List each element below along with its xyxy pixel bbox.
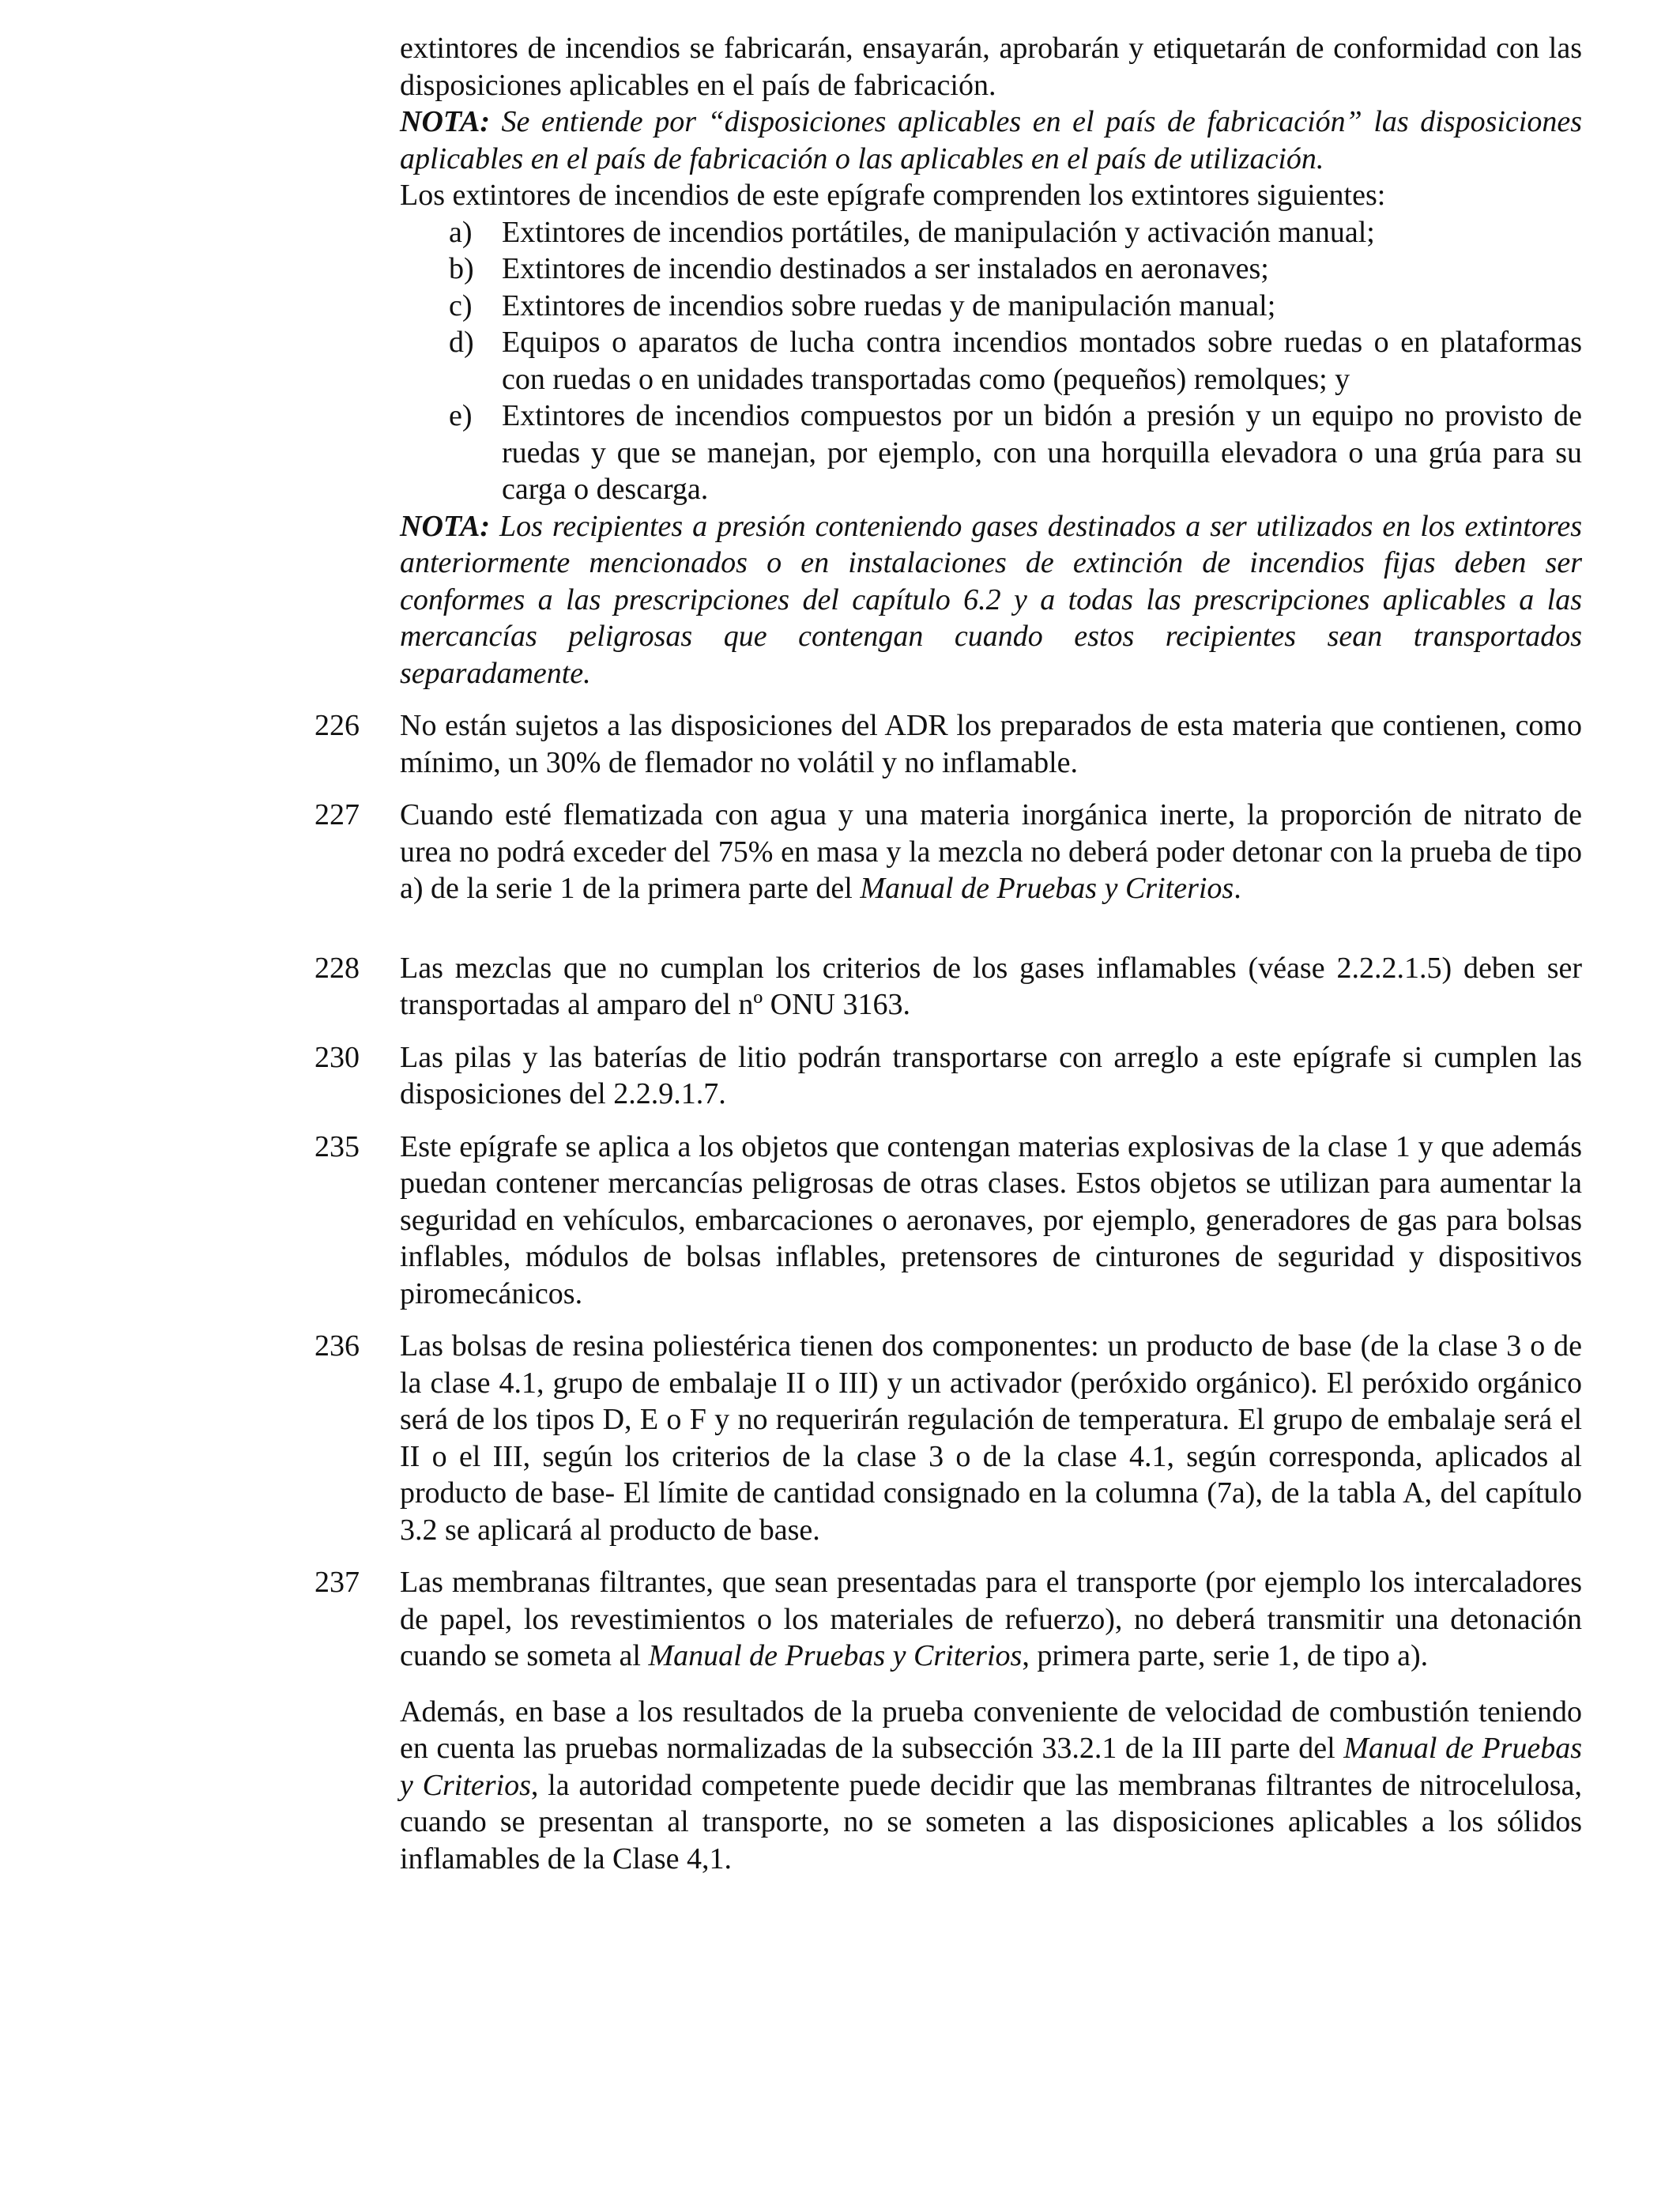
nota-1-text: Se entiende por “disposiciones aplicables en el país de fabricación” las disposiciones aplicables en el país de fabricación o las aplicables en el país de utilización. — [400, 105, 1582, 175]
nota-2 — [400, 508, 1582, 692]
provision-227 — [315, 797, 1582, 907]
provision-text: Este epígrafe se aplica a los objetos que contengan materias explosivas de la clase 1 y que además puedan contener mercancías peligrosas de otras clases. Estos objetos se utilizan para aumentar la seguridad en vehículos, embarcaciones o aeronaves, por ejemplo, generadores de gas para bolsas inflables, módulos de bolsas inflables, pretensores de cinturones de seguridad y dispositivos piromecánicos. — [400, 1129, 1582, 1310]
list-item-text: Extintores de incendios sobre ruedas y de manipulación manual; — [502, 288, 1276, 322]
intro-paragraph: extintores de incendios se fabricarán, ensayarán, aprobarán y etiquetarán de conformidad con las disposiciones aplicables en el país de fabricación. — [400, 32, 1582, 102]
list-item-text: Extintores de incendios compuestos por un bidón a presión y un equipo no provisto de ruedas y que se manejan, por ejemplo, con una horquilla elevadora o una grúa para su carga o descarga. — [502, 399, 1582, 506]
provision-number: 227 — [315, 798, 360, 831]
provision-text — [400, 1564, 1582, 1675]
provision-text: No están sujetos a las disposiciones del ADR los preparados de esta materia que contienen, como mínimo, un 30% de flemador no volátil y no inflamable. — [400, 709, 1582, 779]
provision-228 — [315, 950, 1582, 1023]
provision-text-part: Además, en base a los resultados de la prueba conveniente de velocidad de combustión teniendo en cuenta las pruebas normalizadas de la subsección 33.2.1 de la III parte del — [400, 1695, 1582, 1765]
manual-title: Manual de Pruebas y Criterios — [860, 872, 1234, 905]
list-item-letter: a) — [449, 215, 473, 249]
list-item-text: Extintores de incendios portátiles, de manipulación y activación manual; — [502, 215, 1375, 249]
list-item — [400, 251, 1582, 288]
provision-226 — [315, 707, 1582, 781]
document-body — [315, 30, 1582, 1877]
provision-text: Las pilas y las baterías de litio podrán transportarse con arreglo a este epígrafe si cumplen las disposiciones del 2.2.9.1.7. — [400, 1040, 1582, 1110]
provision-text-part: , primera parte, serie 1, de tipo a). — [1022, 1639, 1429, 1672]
list-item-letter: b) — [449, 252, 474, 285]
list-item — [400, 214, 1582, 251]
nota-2-text: Los recipientes a presión conteniendo gases destinados a ser utilizados en los extintores anteriormente mencionados o en instalaciones de extinción de incendios fijas deben ser conformes a las prescripciones del capítulo 6.2 y a todas las prescripciones aplicables a las mercancías peligrosas que contengan cuando estos recipientes sean transportados separadamente. — [400, 509, 1582, 690]
provision-235 — [315, 1129, 1582, 1313]
list-item — [400, 324, 1582, 398]
manual-title: Manual de Pruebas y Criterios — [648, 1639, 1023, 1672]
list-intro: Los extintores de incendios de este epígrafe comprenden los extintores siguientes: — [400, 179, 1386, 212]
list-item-letter: c) — [449, 288, 473, 322]
list-item-letter: d) — [449, 326, 474, 359]
list-item — [400, 288, 1582, 325]
provision-number: 228 — [315, 951, 360, 985]
provision-236 — [315, 1328, 1582, 1548]
provision-number: 235 — [315, 1129, 360, 1163]
provision-number: 230 — [315, 1040, 360, 1074]
provision-text-part: Las membranas filtrantes, que sean presentadas para el transporte (por ejemplo los intercaladores de papel, los revestimientos o los materiales de refuerzo), no deberá transmitir una detonación cuando se someta al — [400, 1566, 1582, 1672]
list-item-text: Equipos o aparatos de lucha contra incendios montados sobre ruedas o en plataformas con ruedas o en unidades transportadas como (pequeños) remolques; y — [502, 326, 1582, 396]
provision-text-continued — [400, 1694, 1582, 1878]
list-item-letter: e) — [449, 399, 473, 432]
provision-text: Las bolsas de resina poliestérica tienen dos componentes: un producto de base (de la clase 3 o de la clase 4.1, grupo de embalaje II o III) y un activador (peróxido orgánico). El peróxido orgánico será de los tipos D, E o F y no requerirán regulación de temperatura. El grupo de embalaje será el II o el III, según los criterios de la clase 3 o de la clase 4.1, según corresponda, aplicados al producto de base- El límite de cantidad consignado en la columna (7a), de la tabla A, del capítulo 3.2 se aplicará al producto de base. — [400, 1329, 1582, 1547]
nota-2-label: NOTA: — [400, 509, 490, 543]
provision-text: Las mezclas que no cumplan los criterios de los gases inflamables (véase 2.2.2.1.5) deben ser transportadas al amparo del nº ONU 3163. — [400, 951, 1582, 1021]
provision-text-part: . — [1234, 872, 1241, 905]
extinguisher-list — [400, 214, 1582, 508]
provision-237 — [315, 1564, 1582, 1877]
provision-230 — [315, 1039, 1582, 1113]
provision-text-part: Cuando esté flematizada con agua y una materia inorgánica inerte, la proporción de nitrato de urea no podrá exceder del 75% en masa y la mezcla no deberá poder detonar con la prueba de tipo a) de la serie 1 de la primera parte del — [400, 798, 1582, 905]
provision-number: 237 — [315, 1566, 360, 1599]
nota-1-label: NOTA: — [400, 105, 490, 138]
provision-text-part: , la autoridad competente puede decidir que las membranas filtrantes de nitrocelulosa, cuando se presentan al transporte, no se someten a las disposiciones aplicables a los sólidos inflamables de la Clase 4,1. — [400, 1768, 1582, 1875]
list-item-text: Extintores de incendio destinados a ser instalados en aeronaves; — [502, 252, 1269, 285]
manual-title: Manual de Pruebas y Criterios — [400, 1732, 1582, 1802]
provision-text — [400, 797, 1582, 907]
list-item — [400, 398, 1582, 508]
provision-number: 226 — [315, 709, 360, 742]
nota-1 — [400, 104, 1582, 177]
provision-number: 236 — [315, 1329, 360, 1363]
